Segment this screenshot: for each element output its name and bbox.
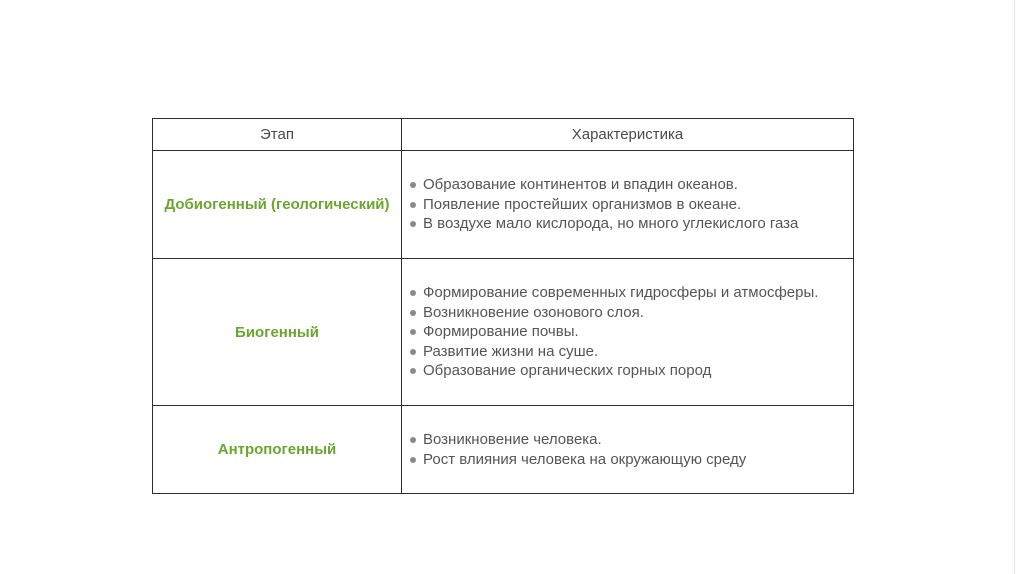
list-item: Образование органических горных пород: [409, 361, 853, 381]
list-item: Формирование современных гидросферы и атмосферы.: [409, 283, 853, 303]
list-item: Образование континентов и впадин океанов.: [409, 175, 853, 195]
header-characteristic: Характеристика: [402, 119, 854, 151]
stage-characteristics: [402, 259, 854, 406]
table-header-row: [153, 119, 854, 151]
list-item: В воздухе мало кислорода, но много углекислого газа: [409, 214, 853, 234]
table-row: [153, 406, 854, 494]
table-row: [153, 259, 854, 406]
list-item: Развитие жизни на суше.: [409, 342, 853, 362]
characteristics-list: [409, 430, 853, 469]
list-item: Появление простейших организмов в океане.: [409, 195, 853, 215]
stage-name: Антропогенный: [153, 406, 402, 494]
stage-characteristics: [402, 406, 854, 494]
table-row: [153, 151, 854, 259]
list-item: Возникновение озонового слоя.: [409, 303, 853, 323]
characteristics-list: [409, 283, 853, 381]
stages-table: [152, 118, 854, 494]
stage-name: Добиогенный (геологический): [153, 151, 402, 259]
list-item: Формирование почвы.: [409, 322, 853, 342]
list-item: Возникновение человека.: [409, 430, 853, 450]
header-stage: Этап: [153, 119, 402, 151]
right-edge-divider: [1014, 0, 1015, 574]
list-item: Рост влияния человека на окружающую среду: [409, 450, 853, 470]
stage-characteristics: [402, 151, 854, 259]
characteristics-list: [409, 175, 853, 234]
stage-name: Биогенный: [153, 259, 402, 406]
